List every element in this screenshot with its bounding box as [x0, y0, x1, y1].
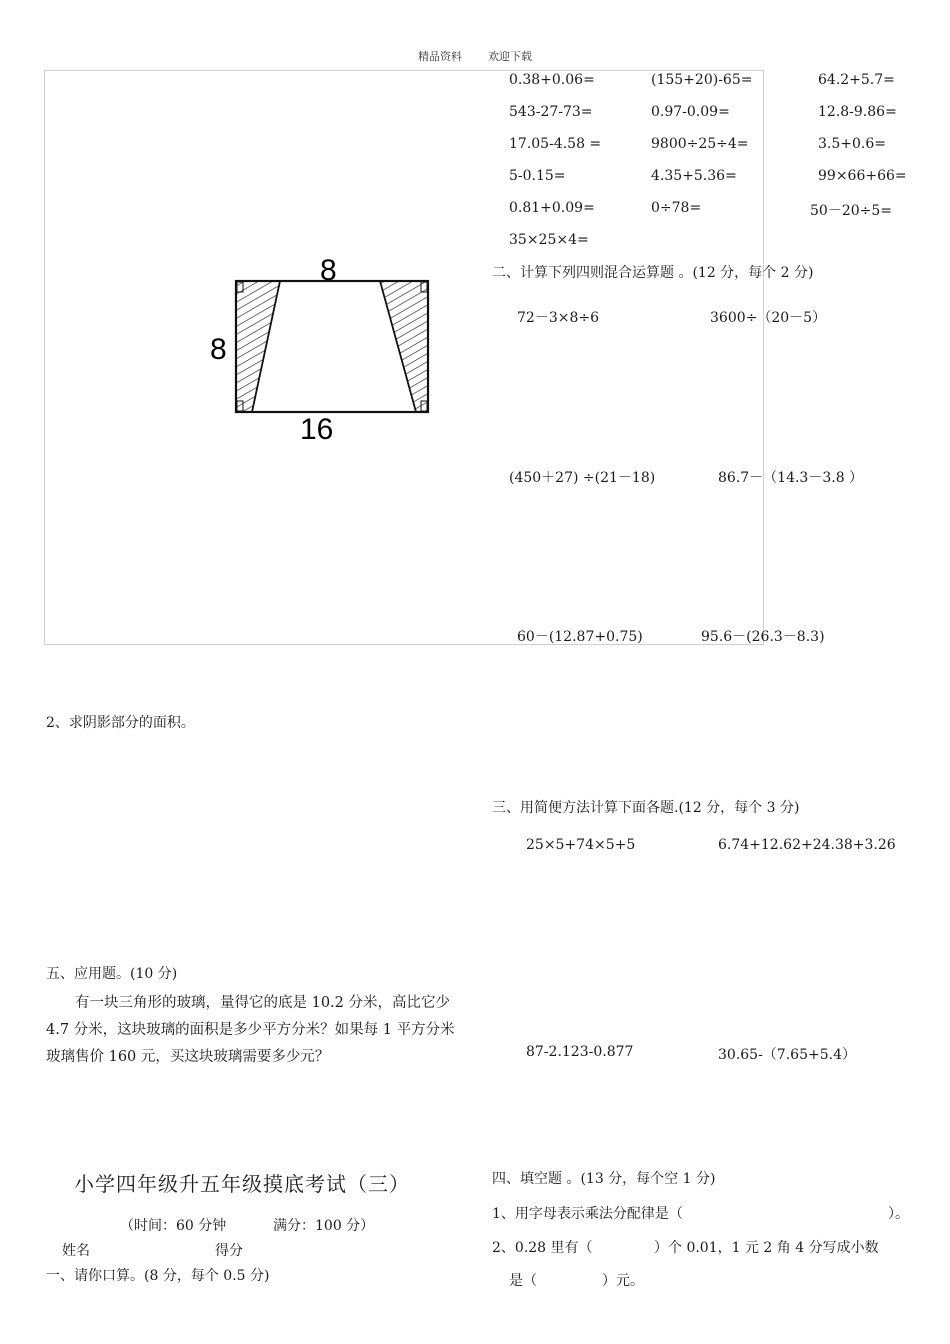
oral-calc-item: 3.5+0.6=: [818, 136, 886, 152]
shaded-figure: [200, 250, 450, 450]
oral-calc-item: 0.97-0.09=: [651, 104, 730, 120]
oral-calc-item: 9800÷25÷4=: [651, 136, 749, 152]
oral-calc-item: 12.8-9.86=: [818, 104, 897, 120]
calc-item: 95.6－(26.3－8.3): [701, 629, 825, 645]
oral-calc-item: 99×66+66=: [818, 168, 907, 184]
fill-q2-line2-end: ）元。: [602, 1273, 644, 1289]
exam-full-score: 满分：100 分）: [273, 1218, 375, 1234]
header-right: 欢迎下载: [488, 50, 532, 63]
exam-time: （时间：60 分钟: [120, 1218, 227, 1234]
oral-calc-item: 0.38+0.06=: [509, 72, 595, 88]
oral-calc-item: 17.05-4.58 =: [509, 136, 602, 152]
header-left: 精品资料: [418, 50, 462, 63]
calc-item: (450＋27) ÷(21－18): [509, 470, 656, 486]
section-3-title: 三、用简便方法计算下面各题.(12 分，每个 3 分): [492, 800, 800, 816]
bottom-length-label: 16: [300, 413, 334, 446]
oral-calc-item: 5-0.15=: [509, 168, 566, 184]
section-1-title: 一、请你口算。(8 分，每个 0.5 分): [46, 1268, 270, 1284]
oral-calc-item: 543-27-73=: [509, 104, 593, 120]
section-2-title: 二、计算下列四则混合运算题 。(12 分，每个 2 分): [492, 265, 814, 281]
fill-q1-start: 1、用字母表示乘法分配律是（: [492, 1206, 683, 1222]
oral-calc-item: 0÷78=: [651, 200, 702, 216]
shadow-area-question: 2、求阴影部分的面积。: [46, 715, 195, 731]
simplify-item: 87-2.123-0.877: [526, 1044, 634, 1060]
fill-q1-end: ）。: [888, 1206, 909, 1222]
simplify-item: 25×5+74×5+5: [526, 837, 636, 853]
oral-calc-item: (155+20)-65=: [651, 72, 753, 88]
calc-item: 72－3×8÷6: [517, 310, 599, 326]
right-shaded-triangle: [380, 281, 428, 412]
word-problem-text: 有一块三角形的玻璃，量得它的底是 10.2 分米，高比它少 4.7 分米，这块玻璃的面积是多少平方分米？如果每 1 平方分米玻璃售价 160 元，买这块玻璃需要多少元？: [46, 995, 455, 1065]
fill-q2-start: 2、0.28 里有（: [492, 1240, 593, 1256]
calc-item: 60－(12.87+0.75): [517, 629, 643, 645]
exam-title: 小学四年级升五年级摸底考试（三）: [74, 1172, 410, 1196]
fill-q2-middle: ）个 0.01，1 元 2 角 4 分写成小数: [654, 1240, 879, 1256]
name-field-label: 姓名: [62, 1243, 90, 1259]
fill-q2-line2-start: 是（: [509, 1273, 537, 1289]
section-5-title: 五、应用题。(10 分): [46, 966, 178, 982]
left-shaded-triangle: [236, 281, 280, 412]
section-4-title: 四、填空题 。(13 分，每个空 1 分): [492, 1171, 716, 1187]
oral-calc-item: 4.35+5.36=: [651, 168, 737, 184]
simplify-item: 30.65-（7.65+5.4）: [718, 1047, 856, 1063]
oral-calc-item: 64.2+5.7=: [818, 72, 895, 88]
score-field-label: 得分: [215, 1243, 243, 1259]
calc-item: 86.7－（14.3－3.8 ）: [718, 470, 864, 486]
simplify-item: 6.74+12.62+24.38+3.26: [718, 837, 896, 853]
oral-calc-item: 35×25×4=: [509, 232, 589, 248]
oral-calc-item: 0.81+0.09=: [509, 200, 595, 216]
left-length-label: 8: [210, 333, 227, 366]
top-length-label: 8: [320, 254, 337, 287]
oral-calc-item: 50－20÷5=: [810, 203, 892, 219]
calc-item: 3600÷（20－5）: [710, 310, 827, 326]
